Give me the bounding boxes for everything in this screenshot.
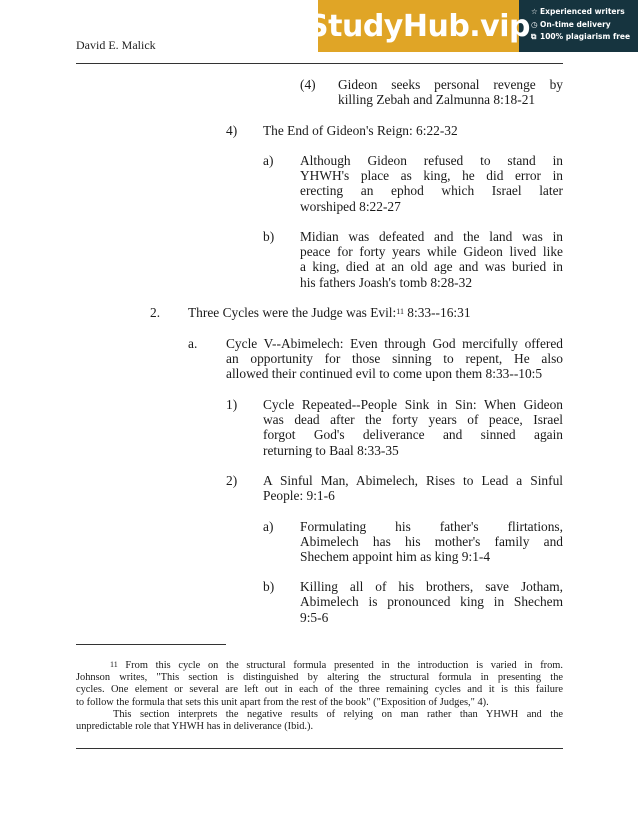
outline-line: erecting an ephod which Israel later	[300, 183, 563, 198]
feature-label: On-time delivery	[540, 19, 611, 29]
outline-number: a)	[263, 153, 274, 168]
feature-item	[531, 6, 636, 19]
outline-line: allowed their continued evil to come upon them 8:33--10:5	[226, 366, 543, 381]
feature-label: 100% plagiarism free	[540, 32, 631, 41]
outline-line: A Sinful Man, Abimelech, Rises to Lead a Sinful	[263, 473, 563, 488]
footnote-line: cycles. One element or several are left out in each of the three remaining cycles and it is this failure	[76, 684, 563, 696]
outline-line: People: 9:1-6	[263, 488, 335, 503]
outline-number: b)	[263, 229, 275, 244]
footnote-line: This section interprets the negative results of relying on man rather than YHWH and the	[113, 708, 563, 720]
author-name: David E. Malick	[76, 38, 156, 52]
outline-line: Cycle V--Abimelech: Even through God mercifully offered	[226, 336, 563, 351]
clock-icon: ◷	[531, 19, 538, 29]
outline-line: YHWH's place as king, he did error in	[300, 168, 563, 183]
footnote-number: 11	[110, 660, 118, 669]
studyhub-logo[interactable]	[307, 0, 530, 52]
copy-check-icon: ⧉	[531, 32, 537, 41]
outline-line: Shechem appoint him as king 9:1-4	[300, 549, 491, 564]
outline-line: Although Gideon refused to stand in	[300, 153, 563, 168]
outline-number: a.	[188, 336, 198, 351]
feature-item	[531, 31, 636, 44]
outline-line: an opportunity for those sinning to repent, He also	[226, 351, 563, 366]
logo-text: StudyHub.vip	[307, 8, 530, 44]
footnote-text: From this cycle on the structural formula presented in the introduction is varied in from.	[125, 660, 563, 671]
footnote-separator	[76, 644, 226, 645]
outline-number: 1)	[226, 397, 238, 412]
outline-line: Abimelech has his mother's family and	[300, 534, 563, 549]
outline-line: his fathers Joash's tomb 8:28-32	[300, 275, 473, 290]
outline-line: killing Zebah and Zalmunna 8:18-21	[338, 92, 536, 107]
feature-label: Experienced writers	[540, 7, 625, 16]
outline-line: peace for forty years while Gideon lived like	[300, 244, 563, 259]
outline-line: Formulating his father's flirtations,	[300, 519, 563, 534]
footer-rule	[76, 748, 563, 749]
outline-heading: The End of Gideon's Reign: 6:22-32	[263, 123, 458, 138]
footnote-line: Johnson writes, "This section is distinguished by altering the structural formula in presenting the	[76, 672, 563, 684]
footnote-ref[interactable]: 11	[396, 307, 404, 316]
outline-number: b)	[263, 579, 275, 594]
outline-line: a king, died at an old age and was buried in	[300, 259, 563, 274]
outline-number: a)	[263, 519, 274, 534]
heading-text: Three Cycles were the Judge was Evil:	[188, 305, 397, 320]
footnote	[76, 660, 563, 733]
outline-number: 4)	[226, 123, 238, 138]
outline-line: Midian was defeated and the land was in	[300, 229, 563, 244]
outline-line: was dead after the forty years of peace, Israel	[263, 412, 563, 427]
footnote-line: unpredictable role that YHWH has in deliverance (Ibid.).	[76, 721, 314, 733]
star-icon: ☆	[531, 7, 538, 16]
outline-number: 2)	[226, 473, 238, 488]
footnote-line	[76, 660, 563, 672]
feature-item	[531, 19, 636, 32]
outline-line: returning to Baal 8:33-35	[263, 443, 399, 458]
studyhub-banner[interactable]	[307, 0, 638, 52]
outline-line: Abimelech is pronounced king in Shechem	[300, 594, 563, 609]
outline-line: worshiped 8:22-27	[300, 199, 401, 214]
outline-heading	[188, 305, 471, 320]
header-rule	[76, 63, 563, 64]
outline-line: 9:5-6	[300, 610, 329, 625]
outline-line: forgot God's deliverance and sinned again	[263, 427, 563, 442]
heading-ref: 8:33--16:31	[403, 305, 471, 320]
banner-features	[531, 6, 636, 44]
outline-line: Killing all of his brothers, save Jotham,	[300, 579, 563, 594]
outline-number: (4)	[300, 77, 316, 92]
outline-line: Cycle Repeated--People Sink in Sin: When Gideon	[263, 397, 563, 412]
outline-line: Gideon seeks personal revenge by	[338, 77, 563, 92]
outline-number: 2.	[150, 305, 161, 320]
footnote-line: to follow the formula that sets this unit apart from the rest of the book" ("Exposition of Judges," 4).	[76, 696, 489, 708]
